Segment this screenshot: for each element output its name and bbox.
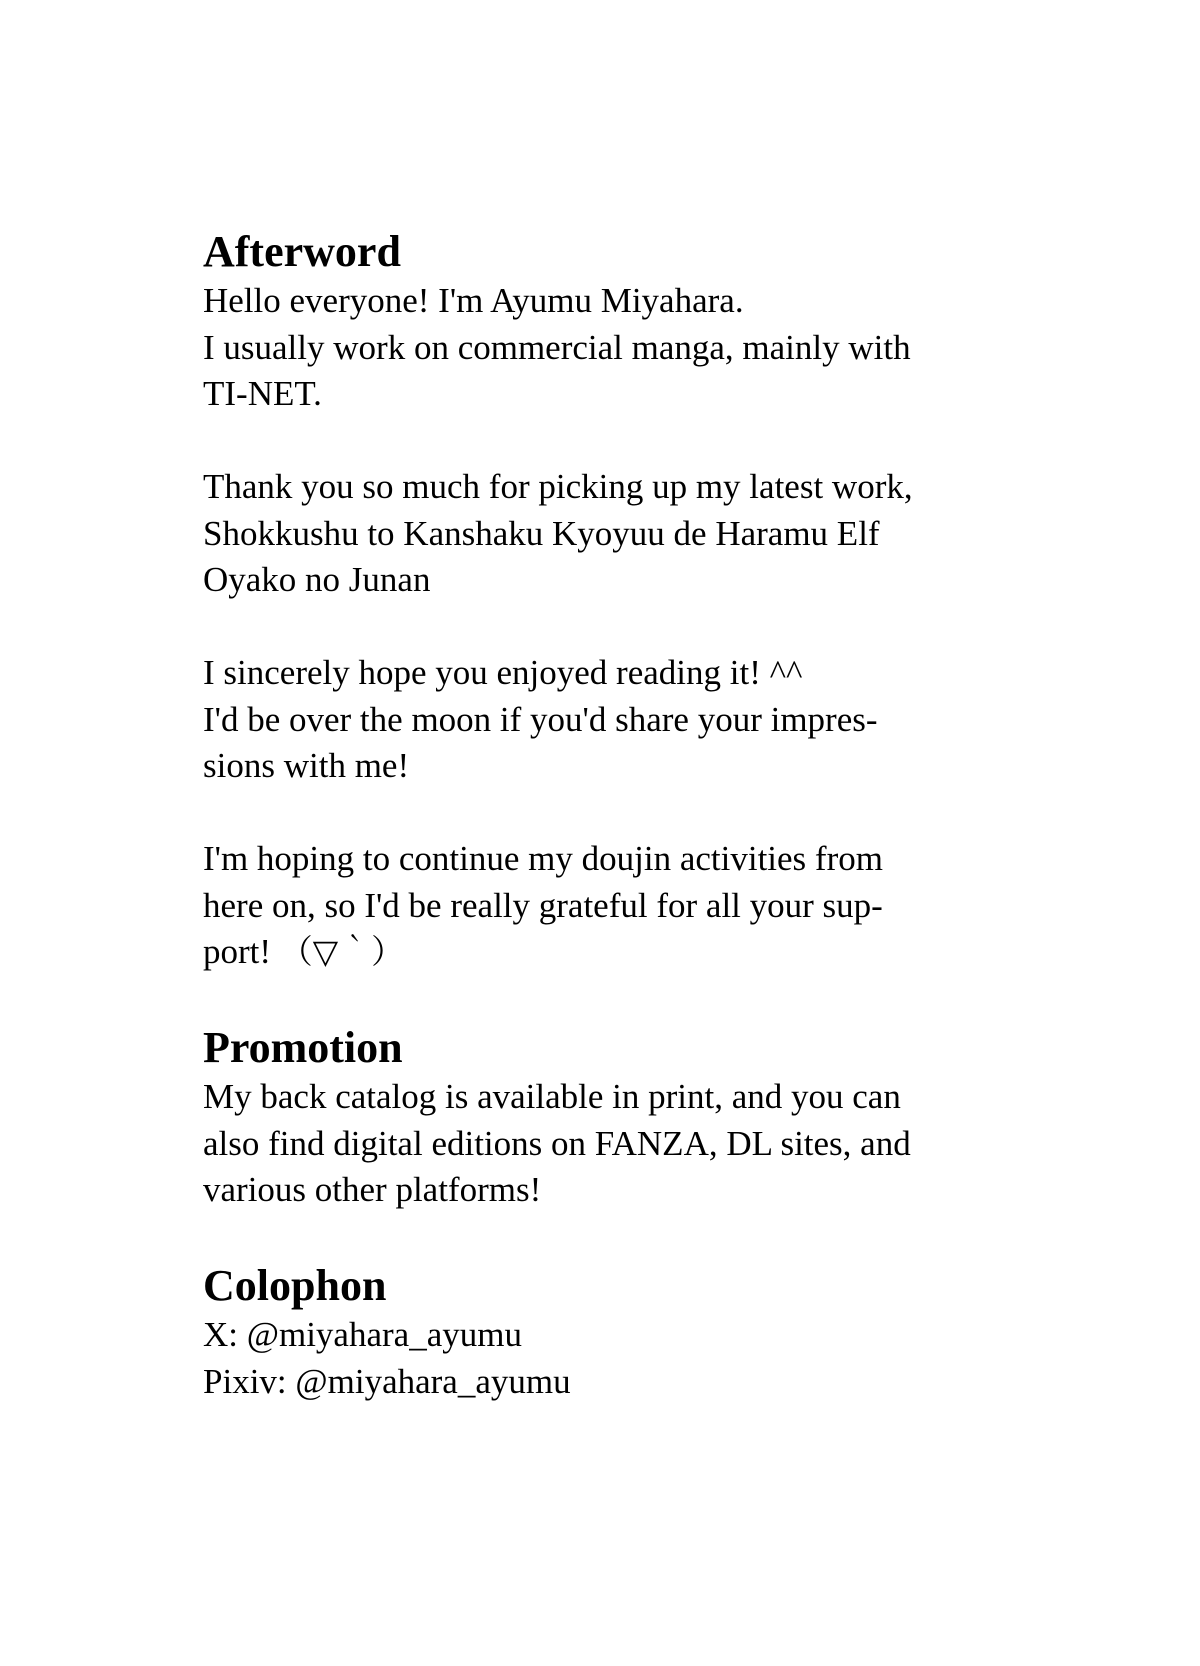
promotion-heading: Promotion xyxy=(203,1023,403,1072)
afterword-line: Oyako no Junan xyxy=(203,560,431,599)
afterword-line: I sincerely hope you enjoyed reading it! ^^ xyxy=(203,653,803,692)
afterword-line: I'd be over the moon if you'd share your impres- xyxy=(203,699,878,739)
promotion-line: various other platforms! xyxy=(203,1170,542,1209)
colophon-heading: Colophon xyxy=(203,1261,387,1310)
colophon-x-handle: X: @miyahara_ayumu xyxy=(203,1315,522,1354)
afterword-line-text: port! xyxy=(203,932,272,971)
afterword-line: here on, so I'd be really grateful for all your sup- xyxy=(203,885,883,925)
afterword-page xyxy=(203,226,1023,1405)
afterword-line: Thank you so much for picking up my latest work, xyxy=(203,467,913,506)
kaomoji: （▽｀） xyxy=(279,932,405,971)
promotion-line: also find digital editions on FANZA, DL sites, and xyxy=(203,1123,911,1163)
afterword-line: I usually work on commercial manga, mainly with xyxy=(203,327,911,367)
colophon-pixiv-handle: Pixiv: @miyahara_ayumu xyxy=(203,1361,571,1401)
afterword-line: Hello everyone! I'm Ayumu Miyahara. xyxy=(203,281,744,320)
afterword-line-last xyxy=(203,929,1023,976)
paragraph-gap xyxy=(203,418,1023,465)
afterword-heading: Afterword xyxy=(203,227,401,276)
paragraph-gap xyxy=(203,604,1023,651)
afterword-line: Shokkushu to Kanshaku Kyoyuu de Haramu Elf xyxy=(203,513,880,553)
afterword-line: I'm hoping to continue my doujin activities from xyxy=(203,839,883,878)
section-gap xyxy=(203,1214,1023,1261)
afterword-line: sions with me! xyxy=(203,746,410,785)
promotion-line: My back catalog is available in print, and you can xyxy=(203,1077,901,1116)
section-gap xyxy=(203,976,1023,1023)
afterword-line: TI-NET. xyxy=(203,374,322,413)
paragraph-gap xyxy=(203,790,1023,837)
